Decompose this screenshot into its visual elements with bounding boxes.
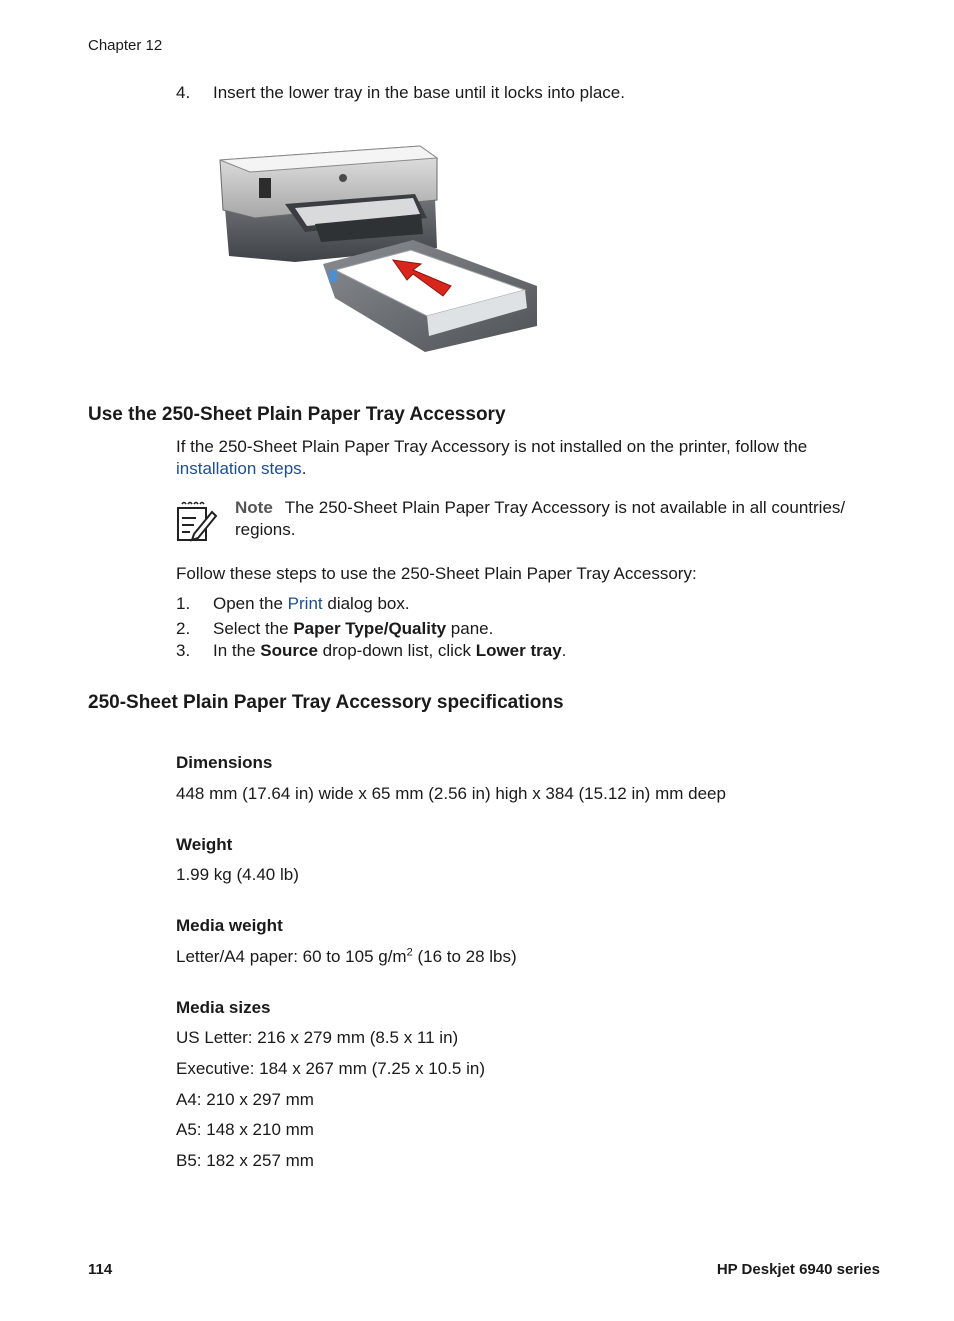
media-size-item: US Letter: 216 x 279 mm (8.5 x 11 in) bbox=[176, 1028, 459, 1047]
step-3: 3. In the Source drop-down list, click Lower tray. bbox=[176, 641, 567, 660]
media-size-item: Executive: 184 x 267 mm (7.25 x 10.5 in) bbox=[176, 1059, 485, 1078]
step-text: Insert the lower tray in the base until it locks into place. bbox=[213, 83, 625, 102]
follow-text: Follow these steps to use the 250-Sheet Plain Paper Tray Accessory: bbox=[176, 564, 697, 583]
page-number: 114 bbox=[88, 1261, 113, 1278]
intro-text: If the 250-Sheet Plain Paper Tray Accessory is not installed on the printer, follow the bbox=[176, 437, 808, 456]
note-label: Note bbox=[235, 498, 273, 517]
media-size-item: A5: 148 x 210 mm bbox=[176, 1120, 314, 1139]
media-weight-label: Media weight bbox=[176, 916, 283, 935]
installation-steps-link[interactable]: installation steps bbox=[176, 459, 302, 478]
chapter-header: Chapter 12 bbox=[88, 37, 163, 54]
dimensions-value: 448 mm (17.64 in) wide x 65 mm (2.56 in) high x 384 (15.12 in) mm deep bbox=[176, 784, 726, 803]
step-number: 4. bbox=[176, 83, 191, 102]
weight-label: Weight bbox=[176, 835, 233, 854]
section-title-specs: 250-Sheet Plain Paper Tray Accessory specifications bbox=[88, 692, 564, 713]
media-size-item: B5: 182 x 257 mm bbox=[176, 1151, 314, 1170]
section-title-use-tray: Use the 250-Sheet Plain Paper Tray Accessory bbox=[88, 404, 506, 425]
product-name: HP Deskjet 6940 series bbox=[716, 1261, 880, 1278]
dimensions-label: Dimensions bbox=[176, 753, 273, 772]
note-line-2: regions. bbox=[235, 520, 296, 539]
print-dialog-link[interactable]: Print bbox=[287, 594, 323, 613]
step-1: 1. Open the Print dialog box. bbox=[176, 594, 410, 613]
media-sizes-label: Media sizes bbox=[176, 998, 271, 1017]
step-2: 2. Select the Paper Type/Quality pane. bbox=[176, 619, 494, 638]
weight-value: 1.99 kg (4.40 lb) bbox=[176, 865, 299, 884]
printer-illustration bbox=[215, 138, 545, 360]
note-icon bbox=[176, 500, 218, 542]
media-size-item: A4: 210 x 297 mm bbox=[176, 1090, 314, 1109]
note-line-1: Note The 250-Sheet Plain Paper Tray Accessory is not available in all countries/ bbox=[235, 498, 846, 517]
step-4 bbox=[176, 83, 625, 103]
intro-line2: installation steps. bbox=[176, 459, 307, 478]
media-weight-value: Letter/A4 paper: 60 to 105 $g/m^2$ (16 to 28 lbs) bbox=[176, 946, 517, 966]
